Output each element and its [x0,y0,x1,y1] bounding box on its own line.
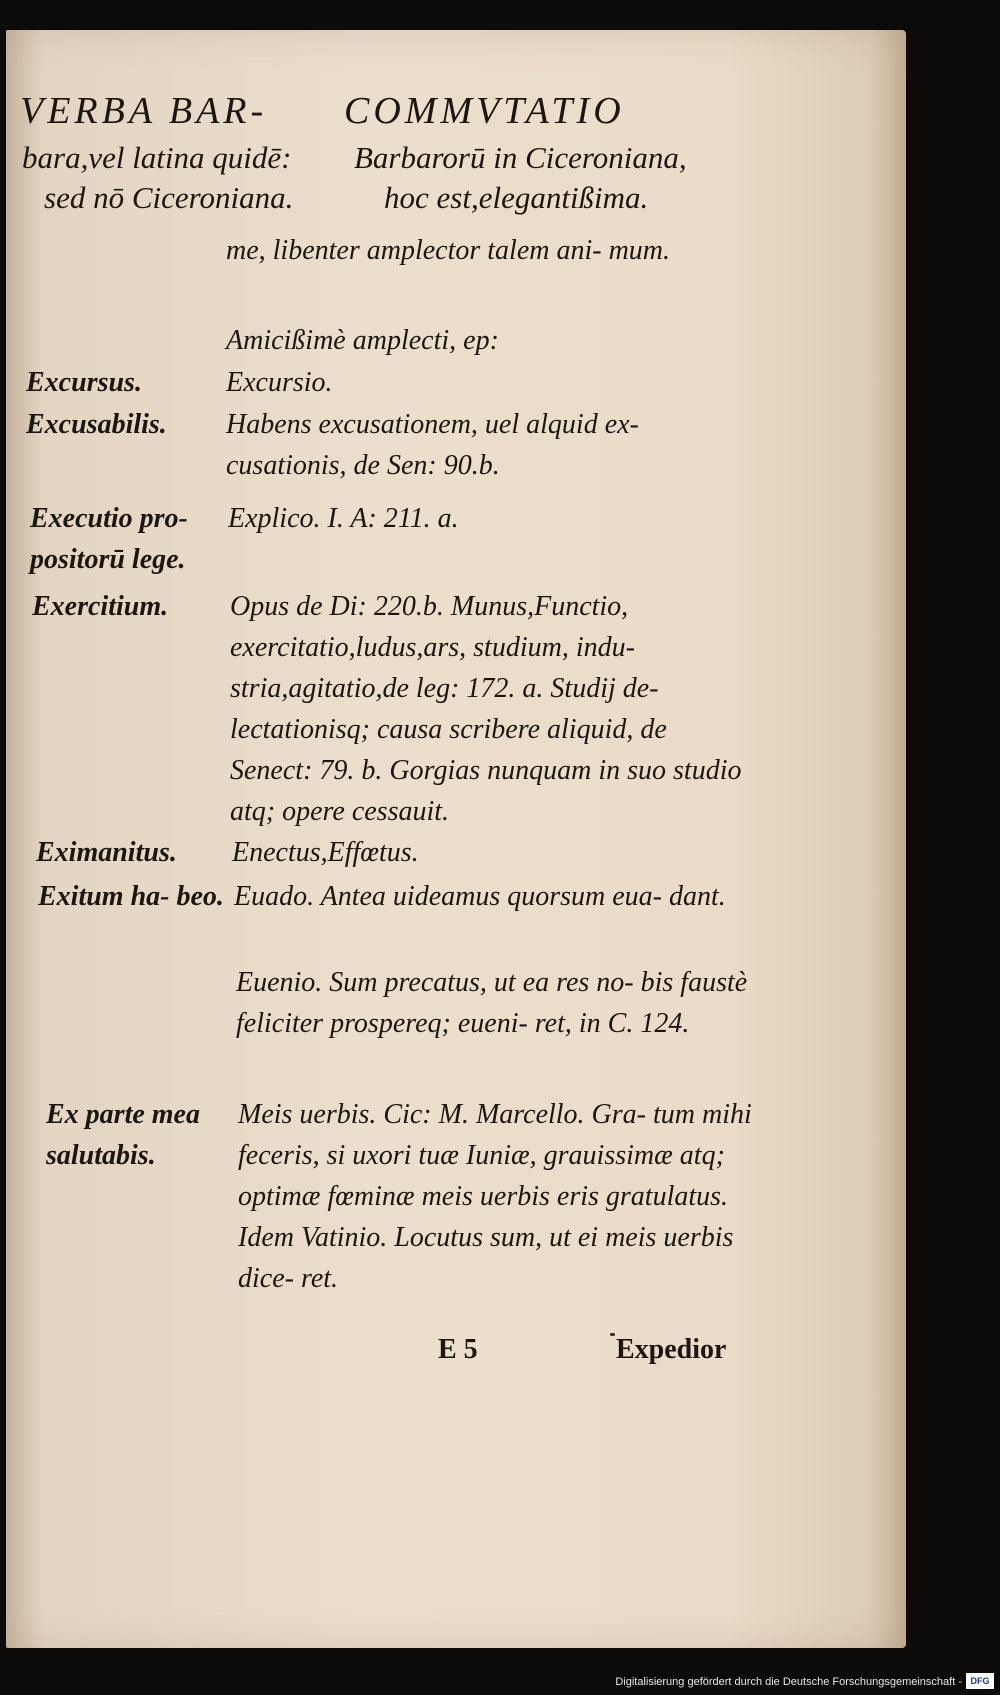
funding-credit: Digitalisierung gefördert durch die Deutsche Forschungsgemeinschaft - [615,1676,962,1688]
entry-definition: Habens excusationem, uel alquid ex- cusationis, de Sen: 90.b. [226,409,639,481]
entry-term: Excursus. [26,367,142,398]
book-page [6,30,906,1648]
entry-definition: Enectus,Effœtus. [232,837,419,868]
entry-definition: Amicißimè amplecti, ep: [226,325,499,356]
entry-definition: Euado. Antea uideamus quorsum eua- dant. [234,881,726,912]
entry-definition: Euenio. Sum precatus, ut ea res no- bis faustè feliciter prospereq; eueni- ret, in C. 124. [236,967,748,1039]
left-running-title: VERBA BAR- [20,90,268,132]
entry-definition: Meis uerbis. Cic: M. Marcello. Gra- tum mihi feceris, si uxori tuæ Iuniæ, grauissimæ atq; optimæ fœminæ meis uerbis eris gratulatus. Idem Vatinio. Locutus sum, ut ei meis uerbis dice- ret. [238,1099,752,1294]
right-subheading-line-1: Barbarorū in Ciceroniana, [354,140,687,175]
entry-definition: Explico. I. A: 211. a. [228,503,459,534]
signature-mark: E 5 [438,1334,478,1365]
dfg-logo-icon: DFG [966,1673,994,1689]
entry-definition: Opus de Di: 220.b. Munus,Functio, exercitatio,ludus,ars, studium, indu- stria,agitatio,de leg: 172. a. Studij de- lectationisq; causa scribere aliquid, de Senect: 79. b. Gorgias nunquam in suo studio atq; opere cessauit. [230,591,742,827]
entry-term: Eximanitus. [36,837,177,868]
entry-term: Excusabilis. [26,409,167,440]
entry-definition: Excursio. [226,367,333,398]
entry-term: Exercitium. [32,591,169,622]
right-running-title: COMMVTATIO [344,90,625,132]
ink-spot [610,1333,615,1336]
left-subheading-line-1: bara,vel latina quidē: [22,140,292,175]
catchword: Expedior [616,1334,727,1365]
entry-term: Executio pro- positorū lege. [30,503,188,575]
entry-term: Exitum ha- beo. [38,881,224,912]
right-subheading-line-2: hoc est,elegantißima. [384,180,649,215]
footer-bar [0,1652,1000,1695]
left-subheading-line-2: sed nō Ciceroniana. [44,180,294,215]
entry-definition: me, libenter amplector talem ani- mum. [226,235,671,266]
entry-term: Ex parte mea salutabis. [46,1099,200,1171]
